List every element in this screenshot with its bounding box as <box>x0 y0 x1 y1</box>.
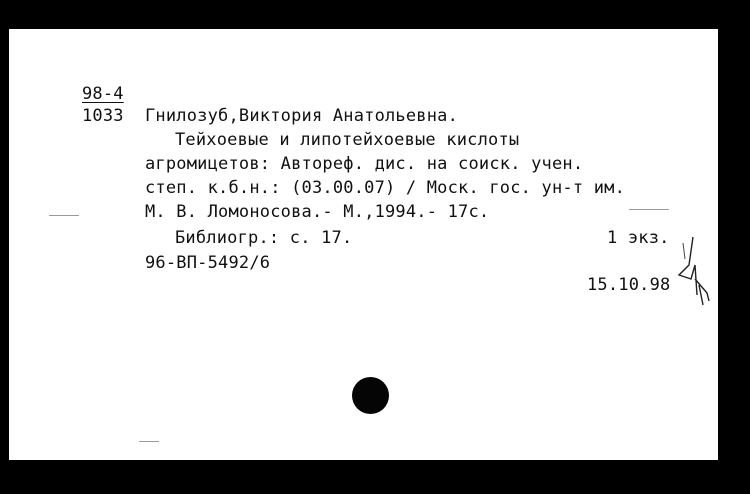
accession-date: 15.10.98 <box>587 275 671 295</box>
handwritten-initials <box>669 235 719 315</box>
catalog-card <box>9 29 718 460</box>
scan-speck <box>629 209 669 210</box>
scan-speck <box>139 441 159 442</box>
title-line-4: М. В. Ломоносова.- М.,1994.- 17с. <box>145 202 490 222</box>
title-line-2: агромицетов: Автореф. дис. на соиск. учен. <box>145 154 584 174</box>
copies-count: 1 экз. <box>607 228 670 248</box>
scan-speck <box>49 215 79 216</box>
registration-number: 96-ВП-5492/6 <box>145 253 271 273</box>
bibliography-note: Библиогр.: с. 17. <box>175 228 353 248</box>
shelfmark: 98-4 <box>82 84 124 104</box>
author-heading: Гнилозуб,Виктория Анатольевна. <box>145 106 459 126</box>
title-line-3: степ. к.б.н.: (03.00.07) / Моск. гос. ун-т им. <box>145 178 626 198</box>
entry-number: 1033 <box>82 106 124 126</box>
title-line-1: Тейхоевые и липотейхоевые кислоты <box>175 130 520 150</box>
punch-hole <box>352 377 389 414</box>
